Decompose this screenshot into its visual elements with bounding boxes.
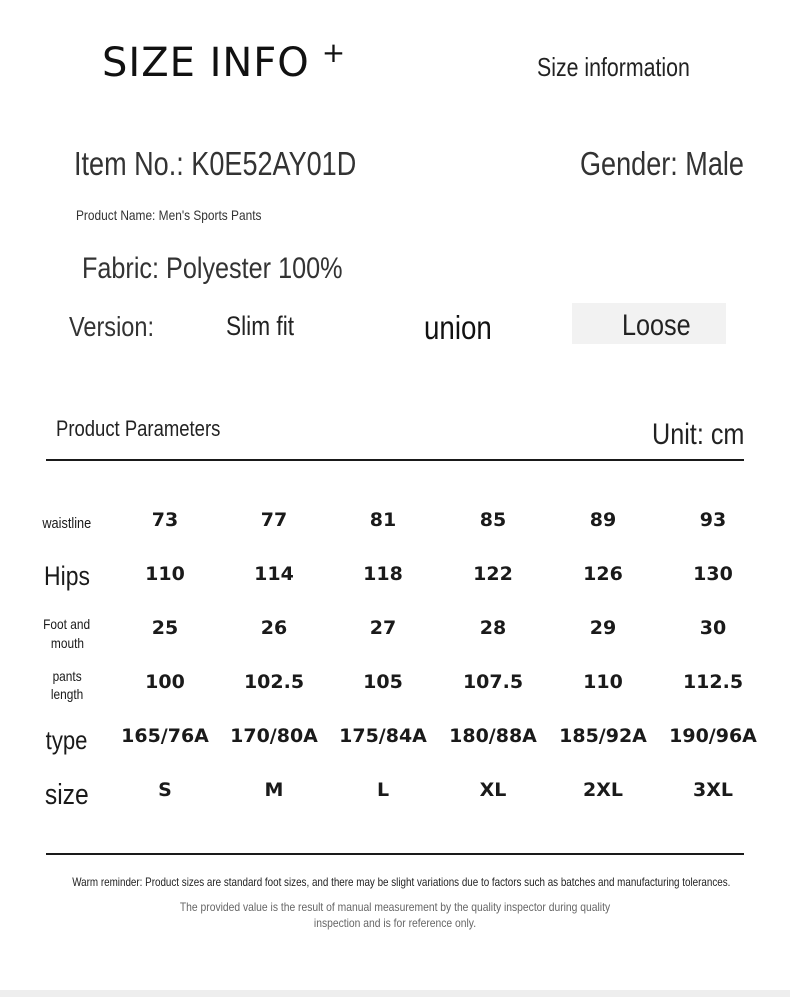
row-label-text: waistline xyxy=(42,515,92,532)
table-cell: 110 xyxy=(583,671,623,693)
table-cell: 185/92A xyxy=(559,725,647,747)
page-title-text: SIZE INFO xyxy=(102,40,310,86)
table-cell: 29 xyxy=(589,617,617,639)
table-cell: 77 xyxy=(260,509,288,531)
table-cell: 112.5 xyxy=(682,671,744,693)
warm-reminder-text: Warm reminder: Product sizes are standard foot sizes, and there may be slight variations due to factors such as batches and manufacturing tolerances. xyxy=(72,875,731,889)
measurement-disclaimer-text: The provided value is the result of manual measurement by the quality inspector during quality inspection and is for reference only. xyxy=(179,900,611,930)
row-label-waistline xyxy=(7,515,127,532)
gender: Gender: Male xyxy=(580,145,744,182)
table-cell: XL xyxy=(479,779,507,801)
table-cell: 26 xyxy=(260,617,288,639)
table-cell: 3XL xyxy=(693,779,733,801)
version-option-union: union xyxy=(424,309,492,346)
table-cell: 85 xyxy=(479,509,507,531)
warm-reminder xyxy=(0,875,790,889)
table-cell: 175/84A xyxy=(339,725,427,747)
table-cell: 180/88A xyxy=(449,725,537,747)
table-cell: 30 xyxy=(699,617,727,639)
table-cell: 81 xyxy=(369,509,397,531)
row-label-text: type xyxy=(46,725,88,755)
version-label: Version: xyxy=(69,311,154,342)
table-cell: 118 xyxy=(363,563,403,585)
row-label-pants-length xyxy=(7,667,127,703)
table-cell: L xyxy=(376,779,390,801)
row-label-text: Hips xyxy=(44,561,90,591)
table-cell: 122 xyxy=(473,563,513,585)
plus-icon: + xyxy=(321,36,347,69)
table-cell: 126 xyxy=(583,563,623,585)
row-label-size xyxy=(7,779,127,812)
row-label-text: mouth xyxy=(50,635,84,651)
table-cell: 114 xyxy=(254,563,294,585)
divider-bottom xyxy=(46,853,744,855)
divider-top xyxy=(46,459,744,461)
version-option-slim-fit: Slim fit xyxy=(226,311,295,341)
table-cell: M xyxy=(264,779,284,801)
footer-strip xyxy=(0,990,790,997)
unit-label: Unit: cm xyxy=(652,418,745,451)
row-label-hips xyxy=(7,561,127,592)
table-cell: 105 xyxy=(363,671,403,693)
table-cell: 102.5 xyxy=(243,671,305,693)
measurement-disclaimer xyxy=(130,899,660,931)
fabric: Fabric: Polyester 100% xyxy=(82,252,343,285)
table-cell: 110 xyxy=(145,563,185,585)
row-label-text: length xyxy=(50,686,84,702)
row-label-text: Foot and xyxy=(43,616,91,632)
product-name: Product Name: Men's Sports Pants xyxy=(76,207,262,223)
parameters-title: Product Parameters xyxy=(56,416,221,441)
row-label-foot-and-mouth xyxy=(7,615,127,653)
table-cell: 130 xyxy=(693,563,733,585)
table-cell: S xyxy=(158,779,172,801)
table-cell: 2XL xyxy=(583,779,623,801)
row-label-text: size xyxy=(45,779,89,811)
table-cell: 93 xyxy=(699,509,727,531)
row-label-type xyxy=(7,725,127,756)
table-cell: 73 xyxy=(151,509,179,531)
table-cell: 25 xyxy=(151,617,179,639)
table-cell: 165/76A xyxy=(121,725,209,747)
table-cell: 89 xyxy=(589,509,617,531)
table-cell: 100 xyxy=(145,671,185,693)
table-cell: 27 xyxy=(369,617,397,639)
page-subtitle: Size information xyxy=(537,52,690,82)
row-label-text: pants xyxy=(52,668,82,684)
page-title xyxy=(102,36,347,86)
item-number: Item No.: K0E52AY01D xyxy=(74,145,357,182)
table-cell: 170/80A xyxy=(230,725,318,747)
table-cell: 28 xyxy=(479,617,507,639)
version-option-loose: Loose xyxy=(622,309,691,342)
table-cell: 190/96A xyxy=(669,725,757,747)
table-cell: 107.5 xyxy=(462,671,524,693)
